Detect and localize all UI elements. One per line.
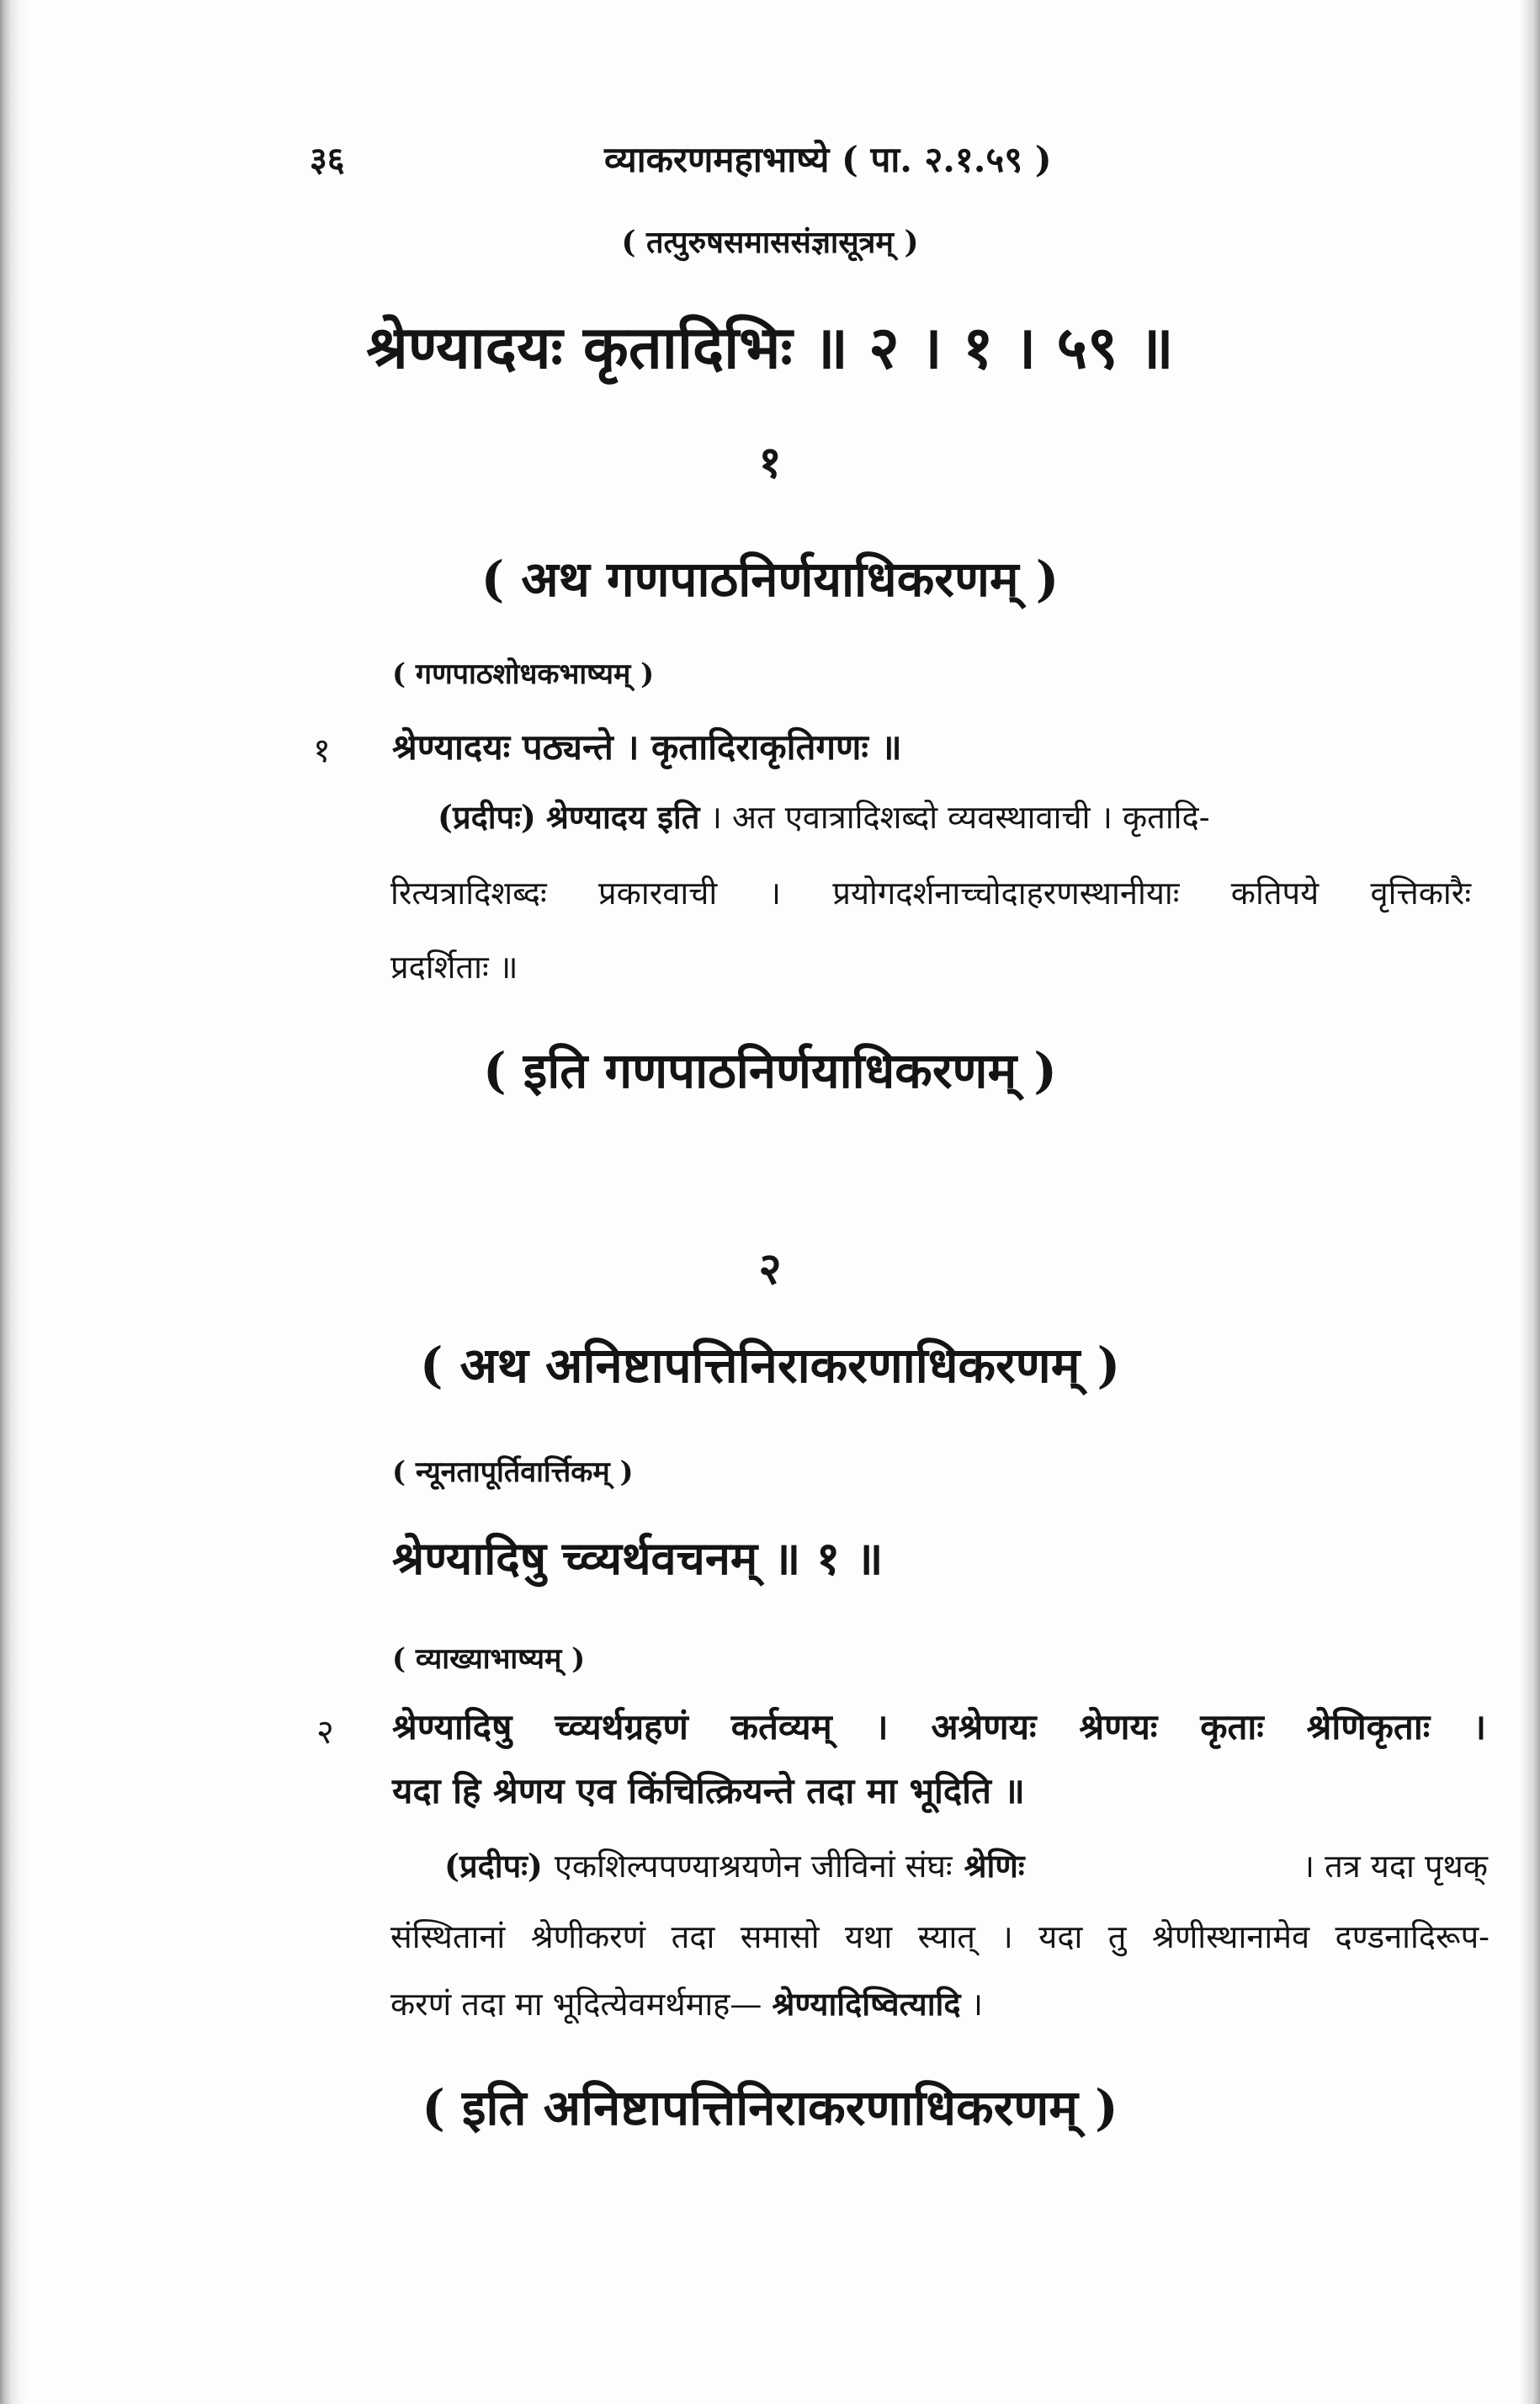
vartika-label: ( न्यूनतापूर्तिवार्त्तिकम् ) — [392, 1455, 634, 1489]
paragraph-number: २ — [316, 1713, 334, 1752]
pradipa-text: एकशिल्पपण्याश्रयणेन जीविनां संघः — [554, 1848, 953, 1885]
bhashya-label: ( गणपाठशोधकभाष्यम् ) — [392, 657, 655, 691]
pradipa-line-3 — [390, 1981, 983, 2025]
section-closing: ( इति गणपाठनिर्णयाधिकरणम् ) — [483, 1042, 1057, 1099]
section-heading: ( अथ अनिष्टापत्तिनिराकरणाधिकरणम् ) — [419, 1337, 1121, 1394]
section-heading: ( अथ गणपाठनिर्णयाधिकरणम् ) — [481, 550, 1059, 608]
pradipa-lemma: श्रेण्यादय इति — [545, 798, 700, 836]
pradipa-text-end: । — [970, 1986, 984, 2023]
bhashya-line-2: यदा हि श्रेणय एव किंचित्क्रियन्ते तदा मा भूदिति ॥ — [392, 1770, 1025, 1811]
pradipa-prefix: (प्रदीपः) — [444, 1847, 543, 1885]
pradipa-lemma: श्रेण्यादिष्वित्यादि — [772, 1985, 961, 2023]
bhashya-text: श्रेण्यादयः पठ्यन्ते । कृतादिराकृतिगणः ॥ — [392, 726, 902, 768]
pradipa-line-3: प्रदर्शिताः ॥ — [390, 949, 518, 986]
pradipa-line-1 — [444, 1843, 1488, 1887]
pradipa-text: करणं तदा मा भूदित्येवमर्थमाह— — [390, 1986, 762, 2023]
pradipa-line-2: संस्थितानां श्रेणीकरणं तदा समासो यथा स्यात् । यदा तु श्रेणीस्थानामेव दण्डनादिरूप- — [390, 1918, 1490, 1955]
section-number: १ — [758, 437, 782, 488]
prakarana-label: ( तत्पुरुषसमाससंज्ञासूत्रम् ) — [621, 225, 919, 260]
pradipa-text-end: । तत्र यदा पृथक् — [1302, 1848, 1488, 1885]
page-number: ३६ — [310, 140, 345, 179]
bhashya-label: ( व्याख्याभाष्यम् ) — [392, 1642, 586, 1676]
pradipa-prefix: (प्रदीपः) — [438, 798, 536, 836]
section-number: २ — [758, 1243, 782, 1295]
pradipa-lemma: श्रेणिः — [964, 1847, 1025, 1885]
running-title: व्याकरणमहाभाष्ये ( पा. २.१.५९ ) — [604, 139, 1052, 180]
section-closing: ( इति अनिष्टापत्तिनिराकरणाधिकरणम् ) — [422, 2079, 1118, 2136]
bhashya-line-1: श्रेण्यादिषु च्व्यर्थग्रहणं कर्तव्यम् । अश्रेणयः श्रेणयः कृताः श्रेणिकृताः । — [392, 1706, 1486, 1747]
pradipa-line-1 — [438, 795, 1210, 838]
vartika-text: श्रेण्यादिषु च्व्यर्थवचनम् ॥ १ ॥ — [392, 1531, 884, 1585]
pradipa-line-2: रित्यत्रादिशब्दः प्रकारवाची । प्रयोगदर्शनाच्चोदाहरणस्थानीयाः कतिपये वृत्तिकारैः — [390, 875, 1471, 912]
paragraph-number: १ — [313, 731, 331, 770]
sutra-title: श्रेण्यादयः कृतादिभिः ॥ २ । १ । ५९ ॥ — [366, 312, 1174, 382]
pradipa-line-1-rest: । अत एवात्रादिशब्दो व्यवस्थावाची । कृतादि- — [709, 799, 1210, 836]
